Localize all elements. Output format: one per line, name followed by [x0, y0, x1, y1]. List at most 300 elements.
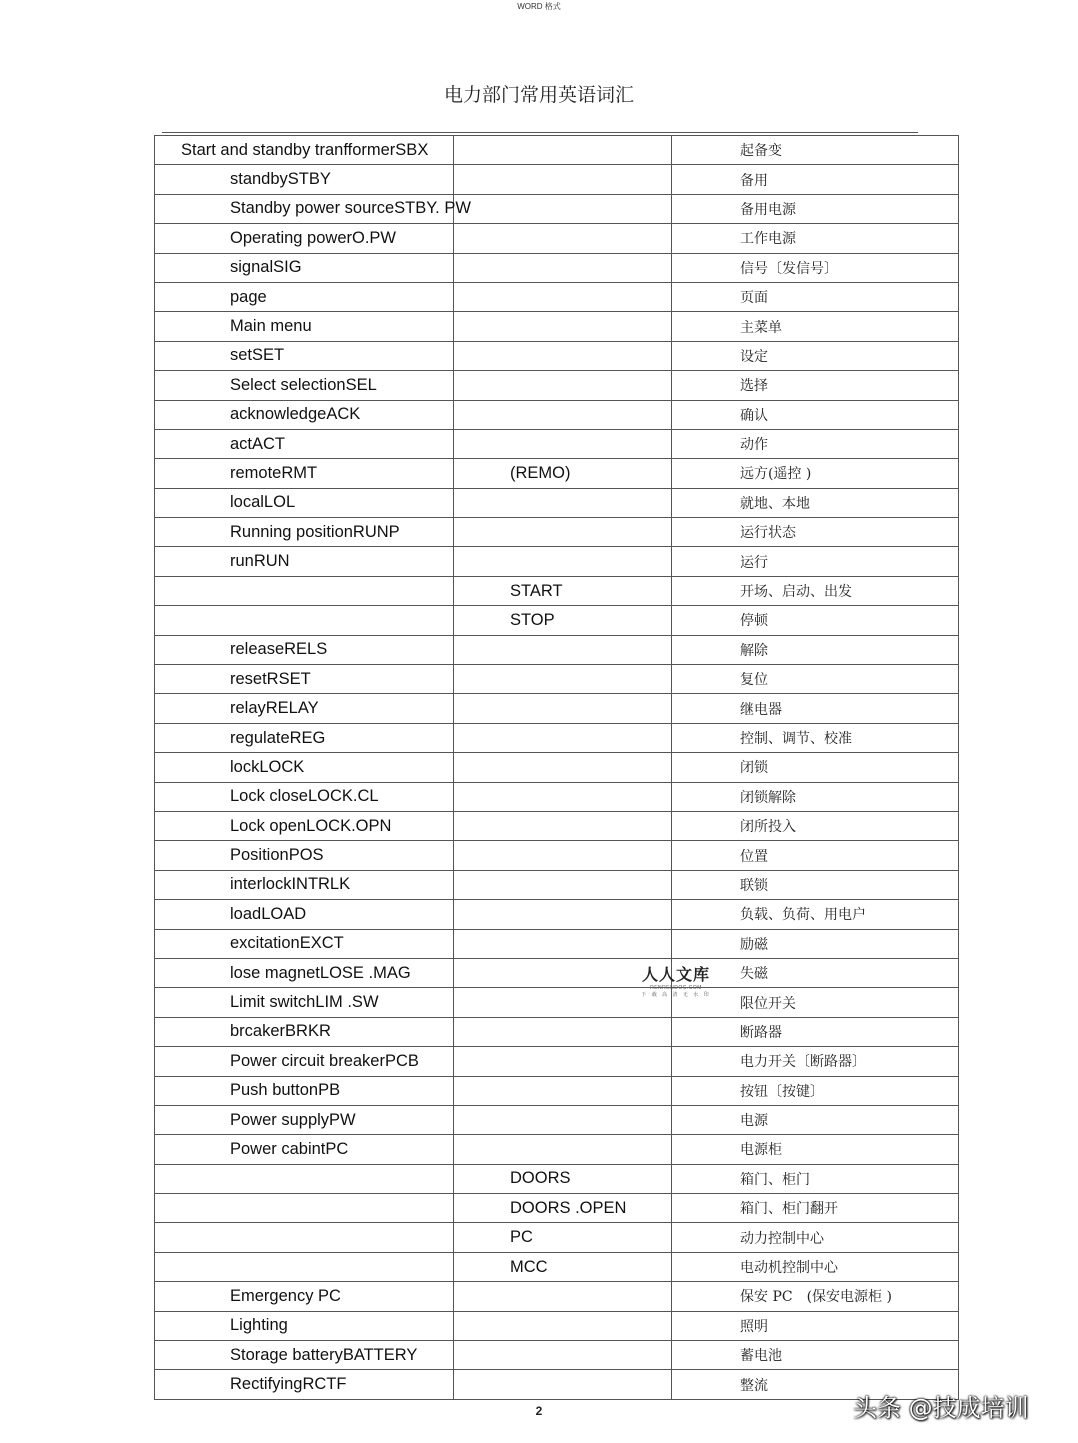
chinese-term-cell: [672, 136, 959, 165]
abbreviation-cell-text: [454, 141, 510, 159]
abbreviation-cell-text: [454, 787, 510, 805]
english-term-cell-text: releaseRELS: [230, 640, 328, 659]
english-term-cell-text: [155, 582, 230, 600]
table-row: [155, 1194, 959, 1223]
chinese-term-cell: [672, 782, 959, 811]
english-term-cell: [155, 1223, 454, 1252]
table-row: [155, 488, 959, 517]
abbreviation-cell-text: [454, 670, 510, 688]
abbreviation-cell: [454, 988, 672, 1017]
english-term-cell: [155, 165, 454, 194]
abbreviation-cell-text: DOORS .OPEN: [510, 1198, 627, 1217]
abbreviation-cell-text: [454, 729, 510, 747]
english-term-cell: [155, 606, 454, 635]
chinese-term-cell: [672, 1223, 959, 1252]
abbreviation-cell-text: [454, 199, 510, 217]
abbreviation-cell: [454, 606, 672, 635]
chinese-term-cell-text: 按钮〔按键〕: [740, 1083, 824, 1100]
table-row: [155, 371, 959, 400]
abbreviation-cell-text: (REMO): [510, 463, 571, 482]
english-term-cell: [155, 1076, 454, 1105]
chinese-term-cell: [672, 1047, 959, 1076]
abbreviation-cell: [454, 400, 672, 429]
chinese-term-cell: [672, 841, 959, 870]
english-term-cell: [155, 665, 454, 694]
english-term-cell-text: Limit switchLIM .SW: [230, 993, 379, 1012]
page-number: 2: [535, 1404, 543, 1418]
chinese-term-cell-text: 联锁: [740, 877, 768, 894]
english-term-cell: [155, 694, 454, 723]
chinese-term-cell-text: 励磁: [740, 936, 768, 953]
abbreviation-cell-text: [454, 376, 510, 394]
english-term-cell: [155, 282, 454, 311]
abbreviation-cell-text: [454, 523, 510, 541]
chinese-term-cell: [672, 870, 959, 899]
table-row: [155, 782, 959, 811]
abbreviation-cell-text: [454, 1052, 510, 1070]
english-term-cell: [155, 312, 454, 341]
chinese-term-cell-text: 电动机控制中心: [740, 1260, 838, 1277]
table-row: [155, 1311, 959, 1340]
english-term-cell-text: Standby power sourceSTBY. PW: [230, 199, 471, 218]
english-term-cell-text: Lock openLOCK.OPN: [230, 816, 392, 835]
chinese-term-cell-text: 继电器: [740, 701, 782, 718]
abbreviation-cell: [454, 253, 672, 282]
abbreviation-cell-text: START: [510, 581, 563, 600]
english-term-cell-text: Storage batteryBATTERY: [230, 1345, 418, 1364]
chinese-term-cell: [672, 665, 959, 694]
table-row: [155, 1017, 959, 1046]
chinese-term-cell: [672, 312, 959, 341]
chinese-term-cell: [672, 811, 959, 840]
chinese-term-cell: [672, 253, 959, 282]
table-row: [155, 694, 959, 723]
chinese-term-cell-text: 控制、调节、校准: [740, 731, 852, 747]
title-rule: [162, 132, 918, 133]
chinese-term-cell-text: 备用电源: [740, 201, 796, 218]
abbreviation-cell: [454, 341, 672, 370]
table-row: [155, 518, 959, 547]
table-row: [155, 841, 959, 870]
table-row: [155, 1223, 959, 1252]
table-row: [155, 635, 959, 664]
abbreviation-cell-text: [454, 317, 510, 335]
english-term-cell: [155, 253, 454, 282]
chinese-term-cell-text: 选择: [740, 378, 768, 395]
abbreviation-cell-text: [454, 552, 510, 570]
chinese-term-cell-text: 整流: [740, 1377, 768, 1394]
english-term-cell-text: brcakerBRKR: [230, 1022, 331, 1041]
english-term-cell-text: loadLOAD: [230, 904, 307, 923]
chinese-term-cell: [672, 988, 959, 1017]
abbreviation-cell-text: [454, 905, 510, 923]
chinese-term-cell-text: 照明: [740, 1318, 768, 1335]
chinese-term-cell-text: 保安 PC (保安电源柜 ): [740, 1289, 892, 1306]
abbreviation-cell-text: [454, 435, 510, 453]
abbreviation-cell: [454, 1017, 672, 1046]
abbreviation-cell: [454, 282, 672, 311]
english-term-cell-text: lose magnetLOSE .MAG: [230, 963, 411, 982]
english-term-cell-text: [155, 611, 230, 629]
table-row: [155, 136, 959, 165]
document-title: 电力部门常用英语词汇: [443, 84, 634, 106]
abbreviation-cell-text: [454, 405, 510, 423]
english-term-cell: [155, 1341, 454, 1370]
table-row: [155, 547, 959, 576]
abbreviation-cell: [454, 1105, 672, 1134]
chinese-term-cell-text: 信号〔发信号〕: [740, 260, 838, 277]
abbreviation-cell-text: [454, 170, 510, 188]
english-term-cell: [155, 459, 454, 488]
abbreviation-cell-text: [454, 1081, 510, 1099]
abbreviation-cell-text: [454, 934, 510, 952]
english-term-cell-text: Operating powerO.PW: [230, 228, 396, 247]
english-term-cell: [155, 1047, 454, 1076]
english-term-cell-text: resetRSET: [230, 669, 311, 688]
watermark-url: RENRENDOC.COM: [650, 985, 702, 991]
english-term-cell: [155, 371, 454, 400]
table-row: [155, 900, 959, 929]
abbreviation-cell-text: [454, 640, 510, 658]
abbreviation-cell: [454, 900, 672, 929]
chinese-term-cell-text: 动力控制中心: [740, 1230, 824, 1247]
abbreviation-cell: [454, 1223, 672, 1252]
chinese-term-cell: [672, 518, 959, 547]
abbreviation-cell-text: [454, 1346, 510, 1364]
chinese-term-cell: [672, 194, 959, 223]
watermark-name: 人人文库: [641, 965, 710, 984]
table-row: [155, 400, 959, 429]
table-row: [155, 282, 959, 311]
chinese-term-cell-text: 闭锁解除: [740, 789, 796, 806]
english-term-cell-text: localLOL: [230, 493, 296, 512]
chinese-term-cell-text: 断路器: [740, 1024, 782, 1041]
chinese-term-cell: [672, 1164, 959, 1193]
english-term-cell-text: relayRELAY: [230, 699, 319, 718]
english-term-cell: [155, 1252, 454, 1281]
chinese-term-cell: [672, 459, 959, 488]
chinese-term-cell: [672, 1076, 959, 1105]
abbreviation-cell: [454, 694, 672, 723]
abbreviation-cell-text: [454, 993, 510, 1011]
abbreviation-cell: [454, 547, 672, 576]
english-term-cell-text: acknowledgeACK: [230, 405, 361, 424]
abbreviation-cell: [454, 723, 672, 752]
chinese-term-cell-text: 主菜单: [740, 319, 782, 336]
abbreviation-cell: [454, 635, 672, 664]
abbreviation-cell: [454, 194, 672, 223]
table-row: [155, 1341, 959, 1370]
english-term-cell: [155, 958, 454, 987]
english-term-cell: [155, 811, 454, 840]
table-row: [155, 253, 959, 282]
chinese-term-cell-text: 设定: [740, 348, 768, 365]
abbreviation-cell: [454, 576, 672, 605]
table-row: [155, 988, 959, 1017]
abbreviation-cell-text: [454, 288, 510, 306]
english-term-cell-text: runRUN: [230, 552, 290, 571]
chinese-term-cell-text: 动作: [740, 437, 768, 454]
abbreviation-cell: [454, 1341, 672, 1370]
chinese-term-cell-text: 解除: [740, 642, 768, 659]
abbreviation-cell: [454, 1047, 672, 1076]
abbreviation-cell: [454, 518, 672, 547]
english-term-cell: [155, 1105, 454, 1134]
english-term-cell-text: Emergency PC: [230, 1286, 341, 1305]
chinese-term-cell-text: 停顿: [740, 613, 768, 630]
chinese-term-cell-text: 电源柜: [740, 1142, 782, 1159]
english-term-cell-text: setSET: [230, 346, 285, 365]
chinese-term-cell-text: 箱门、柜门: [740, 1171, 810, 1188]
abbreviation-cell-text: DOORS: [510, 1169, 571, 1188]
abbreviation-cell: [454, 841, 672, 870]
english-term-cell-text: PositionPOS: [230, 846, 324, 865]
abbreviation-cell-text: [454, 346, 510, 364]
chinese-term-cell-text: 蓄电池: [740, 1348, 782, 1365]
table-row: [155, 341, 959, 370]
english-term-cell-text: Push buttonPB: [230, 1081, 341, 1100]
english-term-cell: [155, 988, 454, 1017]
abbreviation-cell-text: [454, 493, 510, 511]
abbreviation-cell: [454, 958, 672, 987]
english-term-cell: [155, 518, 454, 547]
english-term-cell: [155, 576, 454, 605]
english-term-cell-text: lockLOCK: [230, 757, 305, 776]
chinese-term-cell: [672, 282, 959, 311]
abbreviation-cell: [454, 1194, 672, 1223]
abbreviation-cell: [454, 753, 672, 782]
abbreviation-cell: [454, 1164, 672, 1193]
chinese-term-cell: [672, 723, 959, 752]
chinese-term-cell: [672, 576, 959, 605]
abbreviation-cell: [454, 870, 672, 899]
abbreviation-cell-text: [454, 1140, 510, 1158]
chinese-term-cell-text: 电力开关〔断路器〕: [740, 1054, 866, 1071]
chinese-term-cell-text: 起备变: [740, 143, 782, 160]
table-row: [155, 665, 959, 694]
table-row: [155, 929, 959, 958]
watermark-logo: [641, 962, 711, 998]
chinese-term-cell: [672, 1311, 959, 1340]
abbreviation-cell-text: [454, 1375, 510, 1393]
english-term-cell: [155, 900, 454, 929]
chinese-term-cell: [672, 1252, 959, 1281]
english-term-cell: [155, 1311, 454, 1340]
english-term-cell: [155, 1017, 454, 1046]
english-term-cell-text: Power supplyPW: [230, 1110, 356, 1129]
table-row: [155, 1370, 959, 1399]
abbreviation-cell-text: [454, 1022, 510, 1040]
chinese-term-cell-text: 失磁: [740, 966, 768, 983]
chinese-term-cell: [672, 1105, 959, 1134]
abbreviation-cell-text: [454, 758, 510, 776]
abbreviation-cell-text: STOP: [510, 610, 555, 629]
format-tag: WORD 格式: [517, 2, 561, 11]
abbreviation-cell-text: PC: [510, 1228, 533, 1247]
abbreviation-cell-text: [454, 1111, 510, 1129]
english-term-cell: [155, 753, 454, 782]
english-term-cell: [155, 723, 454, 752]
english-term-cell-text: Lighting: [230, 1316, 288, 1335]
english-term-cell-text: Power circuit breakerPCB: [230, 1051, 419, 1070]
chinese-term-cell-text: 限位开关: [740, 995, 796, 1012]
chinese-term-cell: [672, 371, 959, 400]
chinese-term-cell-text: 远方(遥控 ): [740, 466, 812, 483]
chinese-term-cell-text: 备用: [740, 172, 768, 189]
table-row: [155, 606, 959, 635]
abbreviation-cell: [454, 459, 672, 488]
chinese-term-cell: [672, 429, 959, 458]
english-term-cell: [155, 547, 454, 576]
abbreviation-cell-text: MCC: [510, 1257, 548, 1276]
abbreviation-cell: [454, 136, 672, 165]
table-row: [155, 429, 959, 458]
table-row: [155, 870, 959, 899]
chinese-term-cell-text: 闭所投入: [740, 819, 796, 836]
chinese-term-cell: [672, 958, 959, 987]
table-row: [155, 459, 959, 488]
chinese-term-cell: [672, 1017, 959, 1046]
abbreviation-cell: [454, 1282, 672, 1311]
chinese-term-cell-text: 复位: [740, 672, 768, 689]
english-term-cell-text: regulateREG: [230, 728, 326, 747]
abbreviation-cell: [454, 165, 672, 194]
english-term-cell-text: Select selectionSEL: [230, 375, 377, 394]
english-term-cell: [155, 929, 454, 958]
chinese-term-cell: [672, 606, 959, 635]
vocabulary-table: [154, 135, 959, 1400]
english-term-cell-text: remoteRMT: [230, 463, 318, 482]
chinese-term-cell: [672, 635, 959, 664]
chinese-term-cell: [672, 1341, 959, 1370]
english-term-cell: [155, 870, 454, 899]
chinese-term-cell-text: 电源: [740, 1113, 768, 1130]
abbreviation-cell-text: [454, 1287, 510, 1305]
chinese-term-cell: [672, 488, 959, 517]
table-row: [155, 1135, 959, 1164]
english-term-cell-text: Power cabintPC: [230, 1139, 349, 1158]
english-term-cell-text: [155, 1258, 230, 1276]
english-term-cell: [155, 224, 454, 253]
table-row: [155, 1282, 959, 1311]
abbreviation-cell: [454, 1370, 672, 1399]
english-term-cell: [155, 782, 454, 811]
abbreviation-cell: [454, 1252, 672, 1281]
chinese-term-cell-text: 闭锁: [740, 760, 768, 777]
table-row: [155, 753, 959, 782]
abbreviation-cell-text: [454, 229, 510, 247]
english-term-cell-text: signalSIG: [230, 258, 302, 277]
abbreviation-cell: [454, 488, 672, 517]
chinese-term-cell: [672, 341, 959, 370]
chinese-term-cell: [672, 224, 959, 253]
english-term-cell: [155, 1135, 454, 1164]
table-row: [155, 194, 959, 223]
chinese-term-cell: [672, 1194, 959, 1223]
english-term-cell-text: page: [230, 287, 267, 306]
table-row: [155, 723, 959, 752]
abbreviation-cell: [454, 371, 672, 400]
table-row: [155, 1047, 959, 1076]
chinese-term-cell-text: 位置: [740, 848, 768, 865]
english-term-cell: [155, 635, 454, 664]
chinese-term-cell-text: 页面: [740, 290, 768, 307]
chinese-term-cell: [672, 694, 959, 723]
english-term-cell-text: actACT: [230, 434, 286, 453]
watermark-tagline: 下 载 高 清 无 水 印: [641, 992, 711, 998]
abbreviation-cell-text: [454, 964, 510, 982]
english-term-cell-text: Lock closeLOCK.CL: [230, 787, 379, 806]
abbreviation-cell: [454, 429, 672, 458]
english-term-cell-text: [155, 1169, 230, 1187]
table-row: [155, 312, 959, 341]
abbreviation-cell: [454, 224, 672, 253]
table-row: [155, 1252, 959, 1281]
english-term-cell-text: Main menu: [230, 317, 312, 336]
table-row: [155, 811, 959, 840]
chinese-term-cell: [672, 400, 959, 429]
table-row: [155, 1076, 959, 1105]
abbreviation-cell: [454, 929, 672, 958]
abbreviation-cell: [454, 1076, 672, 1105]
chinese-term-cell-text: 运行状态: [740, 525, 796, 542]
table-row: [155, 576, 959, 605]
chinese-term-cell-text: 就地、本地: [740, 495, 810, 512]
english-term-cell: [155, 429, 454, 458]
chinese-term-cell: [672, 547, 959, 576]
chinese-term-cell: [672, 1135, 959, 1164]
abbreviation-cell: [454, 1311, 672, 1340]
chinese-term-cell-text: 箱门、柜门翻开: [740, 1201, 838, 1218]
english-term-cell-text: Start and standby tranfformerSBX: [181, 140, 429, 159]
english-term-cell: [155, 1282, 454, 1311]
english-term-cell-text: RectifyingRCTF: [230, 1375, 347, 1394]
chinese-term-cell-text: 负载、负荷、用电户: [740, 907, 866, 924]
table-row: [155, 165, 959, 194]
english-term-cell: [155, 400, 454, 429]
abbreviation-cell: [454, 782, 672, 811]
english-term-cell: [155, 488, 454, 517]
table-row: [155, 1105, 959, 1134]
english-term-cell-text: Running positionRUNP: [230, 522, 400, 541]
abbreviation-cell-text: [454, 846, 510, 864]
chinese-term-cell-text: 运行: [740, 554, 768, 571]
abbreviation-cell: [454, 312, 672, 341]
abbreviation-cell-text: [454, 817, 510, 835]
english-term-cell: [155, 841, 454, 870]
english-term-cell: [155, 1194, 454, 1223]
chinese-term-cell-text: 开场、启动、出发: [740, 584, 852, 601]
chinese-term-cell: [672, 929, 959, 958]
table-row: [155, 224, 959, 253]
english-term-cell: [155, 136, 454, 165]
abbreviation-cell: [454, 665, 672, 694]
chinese-term-cell-text: 工作电源: [740, 231, 796, 248]
vocabulary-table-body: [155, 136, 959, 1400]
abbreviation-cell: [454, 811, 672, 840]
abbreviation-cell-text: [454, 699, 510, 717]
abbreviation-cell: [454, 1135, 672, 1164]
english-term-cell-text: [155, 1228, 230, 1246]
abbreviation-cell-text: [454, 1316, 510, 1334]
chinese-term-cell: [672, 165, 959, 194]
chinese-term-cell: [672, 900, 959, 929]
english-term-cell: [155, 194, 471, 223]
english-term-cell: [155, 1164, 454, 1193]
english-term-cell: [155, 1370, 454, 1399]
chinese-term-cell-text: 确认: [740, 407, 768, 424]
chinese-term-cell: [672, 753, 959, 782]
